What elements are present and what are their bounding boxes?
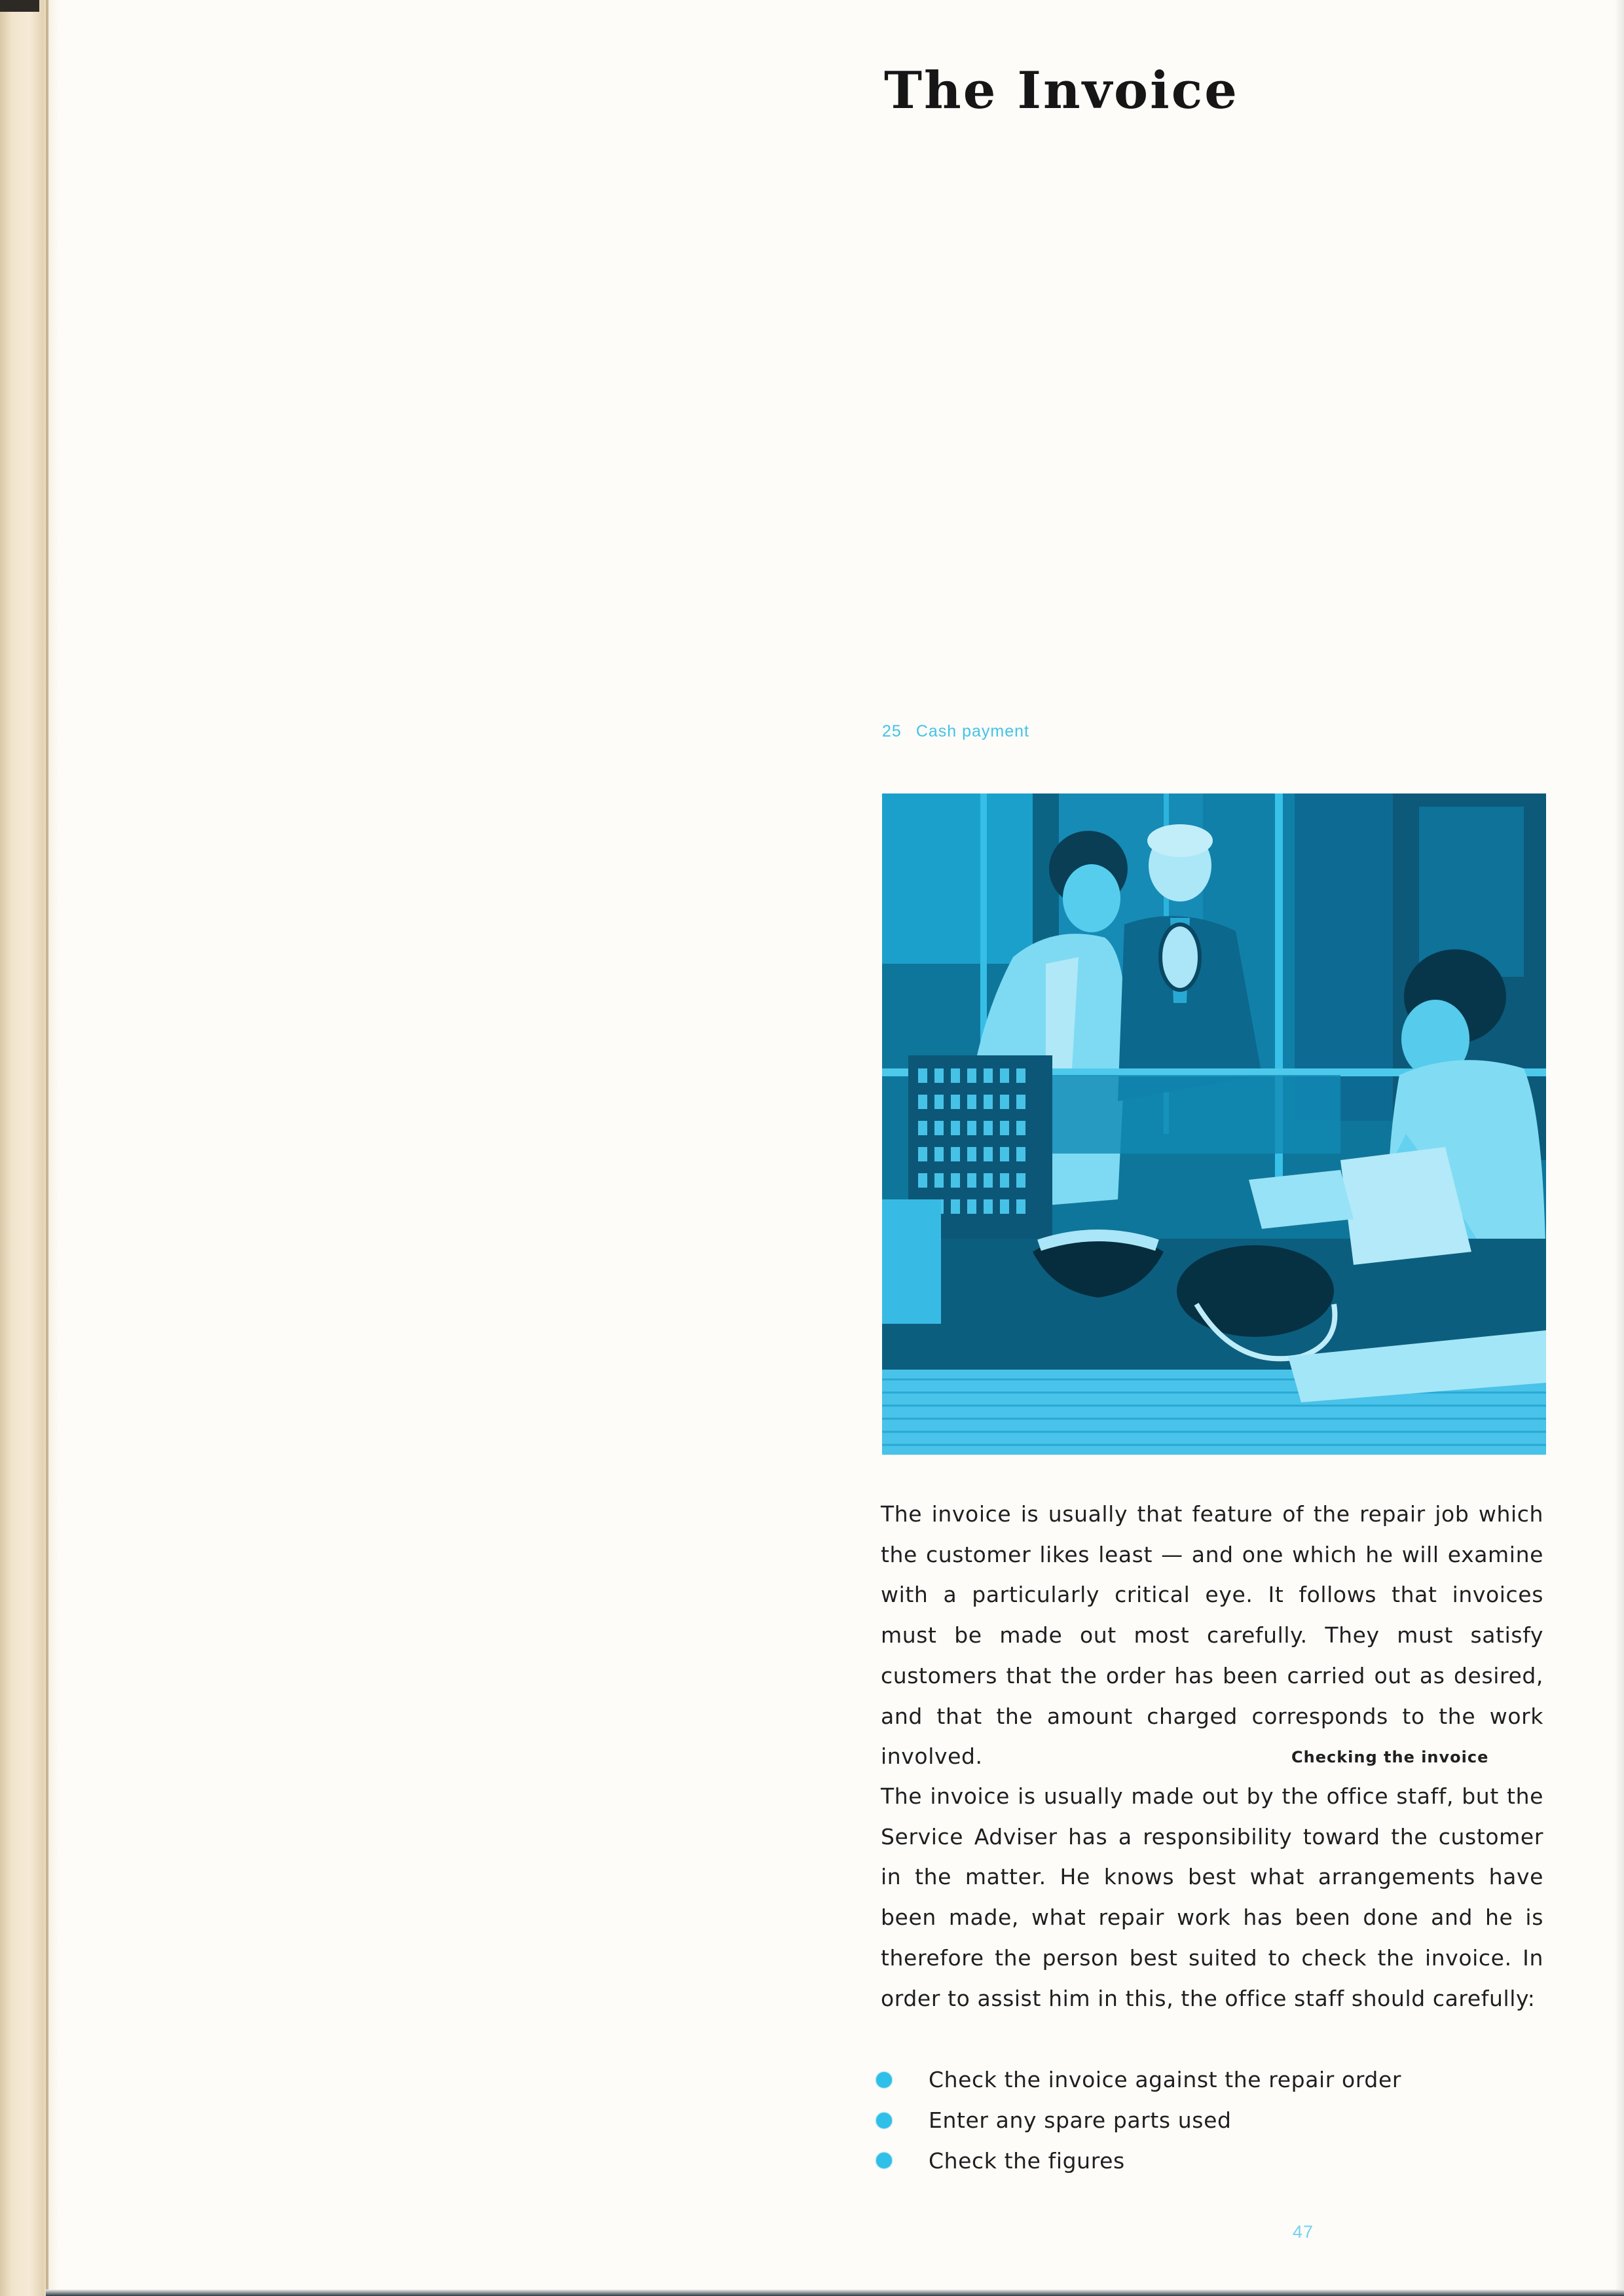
photo-illustration bbox=[882, 793, 1546, 1455]
checking-paragraph: The invoice is usually made out by the office staff, but the Service Adviser has a responsibility toward the customer in the matter. He knows best what arrangements have been made, what repair work has been done and he is therefore the person best suited to check the invoice. In order to assist him in this, the office staff should carefully: bbox=[881, 1783, 1543, 2011]
section-subheading: Checking the invoice bbox=[1291, 1748, 1489, 1766]
page-corner-shadow bbox=[0, 0, 39, 12]
bullet-dot-icon bbox=[876, 2153, 892, 2168]
list-item-text: Check the figures bbox=[929, 2147, 1125, 2174]
list-item-text: Enter any spare parts used bbox=[929, 2107, 1232, 2134]
list-item-text: Check the invoice against the repair order bbox=[929, 2067, 1402, 2093]
page-number: 47 bbox=[1293, 2222, 1314, 2242]
figure-number: 25 bbox=[882, 722, 902, 740]
book-spine bbox=[0, 0, 59, 2296]
bullet-dot-icon bbox=[876, 2113, 892, 2128]
page-right-edge bbox=[1615, 0, 1624, 2296]
cash-payment-photo bbox=[882, 793, 1546, 1455]
page-title: The Invoice bbox=[884, 61, 1239, 120]
page-bottom-edge bbox=[46, 2289, 1624, 2296]
list-item bbox=[876, 2060, 1401, 2100]
figure-caption bbox=[882, 722, 1029, 741]
list-item bbox=[876, 2140, 1401, 2181]
checklist bbox=[876, 2060, 1401, 2181]
intro-paragraph: The invoice is usually that feature of the repair job which the customer likes least — and one which he will examine with a particularly critical eye. It follows that invoices must be made out most carefully. They must satisfy customers that the order has been carried out as desired, and that the amount charged corresponds to the work involved. bbox=[881, 1501, 1543, 1770]
spine-fold-line bbox=[46, 0, 48, 2296]
bullet-dot-icon bbox=[876, 2072, 892, 2088]
figure-caption-text: Cash payment bbox=[915, 722, 1030, 740]
list-item bbox=[876, 2100, 1401, 2141]
